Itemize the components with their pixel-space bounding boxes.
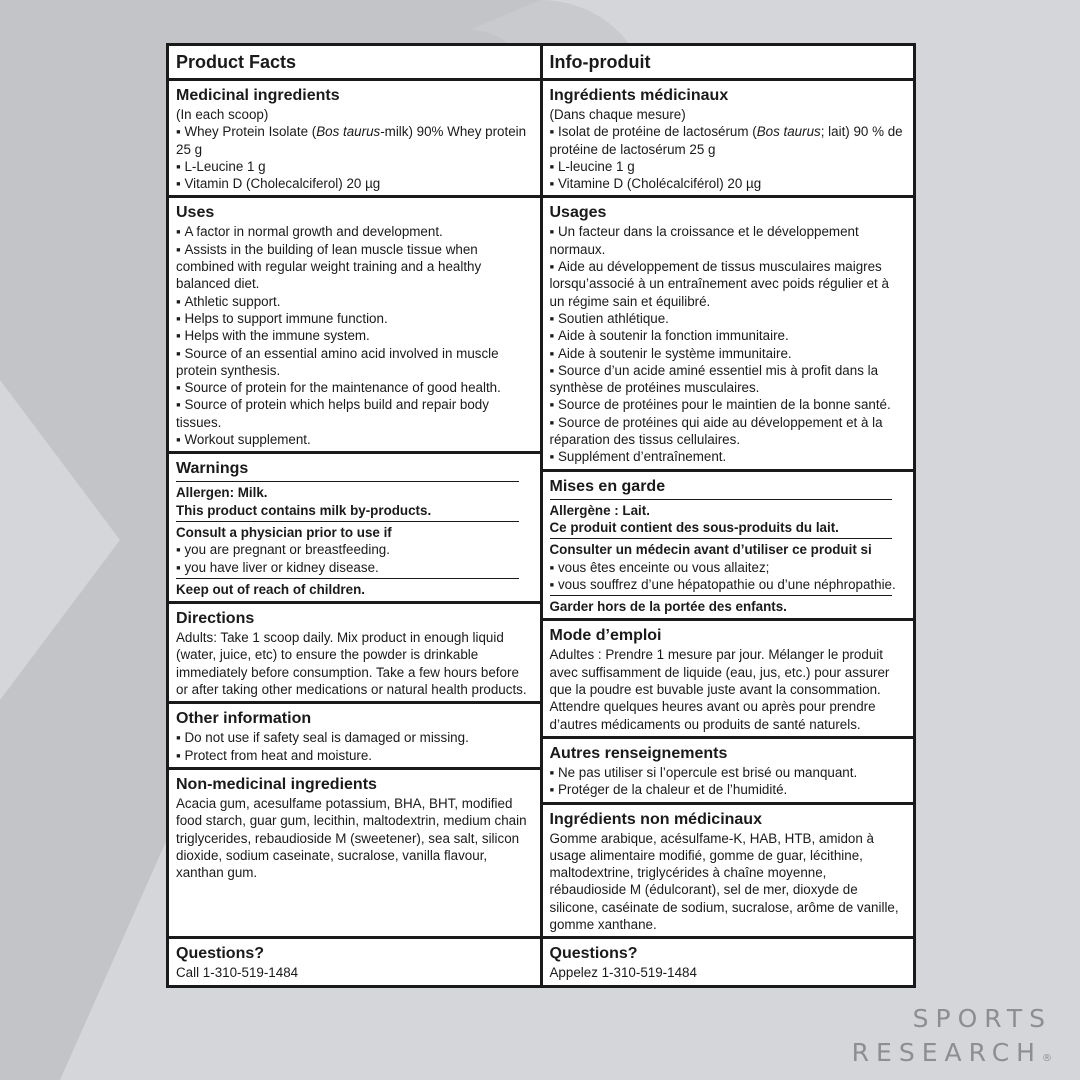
registered-mark: ® [1042, 1053, 1052, 1064]
section-subheading: (Dans chaque mesure) [549, 107, 686, 122]
use-item: ▪ Source d’un acide aminé essentiel mis à profit dans la synthèse de protéines musculaires. [550, 362, 907, 397]
section-heading: Questions? [549, 945, 638, 963]
directions-section [169, 604, 540, 701]
section-heading: Usages [549, 204, 607, 222]
use-item: ▪ Athletic support. [176, 293, 533, 310]
keep-out-text: Keep out of reach of children. [176, 581, 365, 597]
section-heading: Ingrédients médicinaux [549, 87, 729, 104]
divider [550, 499, 893, 500]
use-item: ▪ Source de protéines pour le maintien de la bonne santé. [550, 396, 907, 413]
directions-text: Adults: Take 1 scoop daily. Mix product in enough liquid (water, juice, etc) to ensure the powder is drinkable immediately before consumption. Take a few hours before or after taking other medications or natural health products. [176, 630, 527, 698]
info-item: ▪ Protect from heat and moisture. [176, 747, 533, 764]
warning-item: ▪ you are pregnant or breastfeeding. [176, 541, 533, 558]
divider [176, 578, 519, 579]
info-item: ▪ Protéger de la chaleur et de l’humidité. [550, 781, 907, 798]
section-heading: Other information [176, 710, 312, 728]
warning-item: ▪ you have liver or kidney disease. [176, 559, 533, 576]
use-item: ▪ Workout supplement. [176, 431, 533, 448]
use-item: ▪ Supplément d’entraînement. [550, 448, 907, 465]
use-item: ▪ Aide à soutenir la fonction immunitaire. [550, 327, 907, 344]
non-medicinal-text: Acacia gum, acesulfame potassium, BHA, BHT, modified food starch, guar gum, lecithin, maltodextrin, medium chain triglycerides, rebaudioside M (sweetener), sea salt, silicon dioxide, sodium caseinate, sucralose, vanilla flavour, xanthan gum. [176, 795, 527, 881]
ingredient-item: ▪ Vitamin D (Cholecalciferol) 20 µg [176, 175, 533, 192]
use-item: ▪ Helps with the immune system. [176, 327, 533, 344]
use-item: ▪ Source of protein for the maintenance of good health. [176, 379, 533, 396]
directions-section [543, 621, 914, 735]
section-heading: Ingrédients non médicinaux [549, 810, 762, 828]
use-item: ▪ Source of protein which helps build and repair body tissues. [176, 396, 533, 431]
product-facts-panel [166, 43, 916, 988]
section-heading: Warnings [176, 460, 249, 478]
warnings-section [169, 454, 540, 601]
medicinal-ingredients-section [169, 81, 540, 195]
other-information-section [169, 704, 540, 767]
questions-section [543, 939, 914, 984]
phone-text: Call 1-310-519-1484 [176, 965, 299, 981]
use-item: ▪ Soutien athlétique. [550, 310, 907, 327]
brand-line-1: SPORTS [912, 1004, 1052, 1033]
non-medicinal-ingredients-section [543, 805, 914, 937]
use-item: ▪ A factor in normal growth and development. [176, 223, 533, 240]
ingredient-item: ▪ Whey Protein Isolate (Bos taurus-milk) 90% Whey protein 25 g [176, 123, 533, 158]
contains-text: This product contains milk by-products. [176, 502, 432, 518]
use-item: ▪ Aide à soutenir le système immunitaire. [550, 345, 907, 362]
warning-item: ▪ vous souffrez d’une hépatopathie ou d’une néphropathie. [550, 576, 907, 593]
divider [550, 595, 893, 596]
uses-section [169, 198, 540, 451]
section-heading: Mode d’emploi [549, 627, 662, 645]
english-column [169, 46, 540, 985]
use-item: ▪ Un facteur dans la croissance et le développement normaux. [550, 223, 907, 258]
keep-out-text: Garder hors de la portée des enfants. [549, 599, 787, 615]
directions-text: Adultes : Prendre 1 mesure par jour. Mélanger le produit avec suffisamment de liquide (eau, jus, etc.) pour assurer que la poudre est buvable juste avant la consommation. Attendre quelques heures avant ou après pour prendre d’autres médicaments ou produits de santé naturels. [549, 647, 890, 732]
medicinal-ingredients-section [543, 81, 914, 195]
non-medicinal-text: Gomme arabique, acésulfame-K, HAB, HTB, amidon à usage alimentaire modifié, gomme de guar, lécithine, maltodextrine, triglycérides à chaîne moyenne, rébaudioside M (édulcorant), sel de mer, dioxyde de silicone, caséinate de sodium, sucralose, arôme de vanille, gomme xanthane. [549, 830, 899, 932]
info-item: ▪ Ne pas utiliser si l’opercule est brisé ou manquant. [550, 764, 907, 781]
section-heading: Non-medicinal ingredients [176, 775, 377, 793]
use-item: ▪ Assists in the building of lean muscle tissue when combined with regular weight training and a healthy balanced diet. [176, 241, 533, 293]
brand-line-2: RESEARCH® [851, 1038, 1052, 1067]
section-subheading: (In each scoop) [176, 107, 269, 122]
divider [176, 481, 519, 482]
other-information-section [543, 739, 914, 802]
warning-item: ▪ vous êtes enceinte ou vous allaitez; [550, 559, 907, 576]
section-heading: Autres renseignements [549, 744, 728, 762]
divider [176, 521, 519, 522]
section-heading: Mises en garde [549, 477, 666, 495]
ingredient-item: ▪ Vitamine D (Cholécalciférol) 20 µg [550, 175, 907, 192]
uses-section [543, 198, 914, 468]
use-item: ▪ Source de protéines qui aide au développement et à la réparation des tissus cellulaires. [550, 414, 907, 449]
use-item: ▪ Helps to support immune function. [176, 310, 533, 327]
consult-text: Consult a physician prior to use if [176, 524, 392, 540]
consult-text: Consulter un médecin avant d’utiliser ce produit si [549, 542, 872, 558]
warnings-section [543, 472, 914, 619]
info-produit-title: Info-produit [543, 46, 914, 78]
section-heading: Uses [176, 204, 215, 222]
ingredient-item: ▪ L-Leucine 1 g [176, 158, 533, 175]
section-heading: Directions [176, 610, 255, 628]
french-column [543, 46, 914, 985]
non-medicinal-ingredients-section [169, 770, 540, 936]
section-heading: Questions? [176, 945, 265, 963]
questions-section [169, 939, 540, 984]
allergen-text: Allergen: Milk. [176, 485, 268, 501]
brand-logo [852, 1002, 1052, 1076]
use-item: ▪ Source of an essential amino acid involved in muscle protein synthesis. [176, 345, 533, 380]
allergen-text: Allergène : Lait. [549, 502, 650, 518]
divider [550, 538, 893, 539]
use-item: ▪ Aide au développement de tissus musculaires maigres lorsqu’associé à un entraînement avec poids régulier et à un régime sain et équilibré. [550, 258, 907, 310]
product-facts-title: Product Facts [169, 46, 540, 78]
phone-text: Appelez 1-310-519-1484 [549, 965, 697, 981]
ingredient-item: ▪ L-leucine 1 g [550, 158, 907, 175]
section-heading: Medicinal ingredients [176, 87, 340, 104]
info-item: ▪ Do not use if safety seal is damaged or missing. [176, 729, 533, 746]
ingredient-item: ▪ Isolat de protéine de lactosérum (Bos taurus; lait) 90 % de protéine de lactosérum 25 g [550, 123, 907, 158]
contains-text: Ce produit contient des sous-produits du lait. [549, 519, 839, 535]
